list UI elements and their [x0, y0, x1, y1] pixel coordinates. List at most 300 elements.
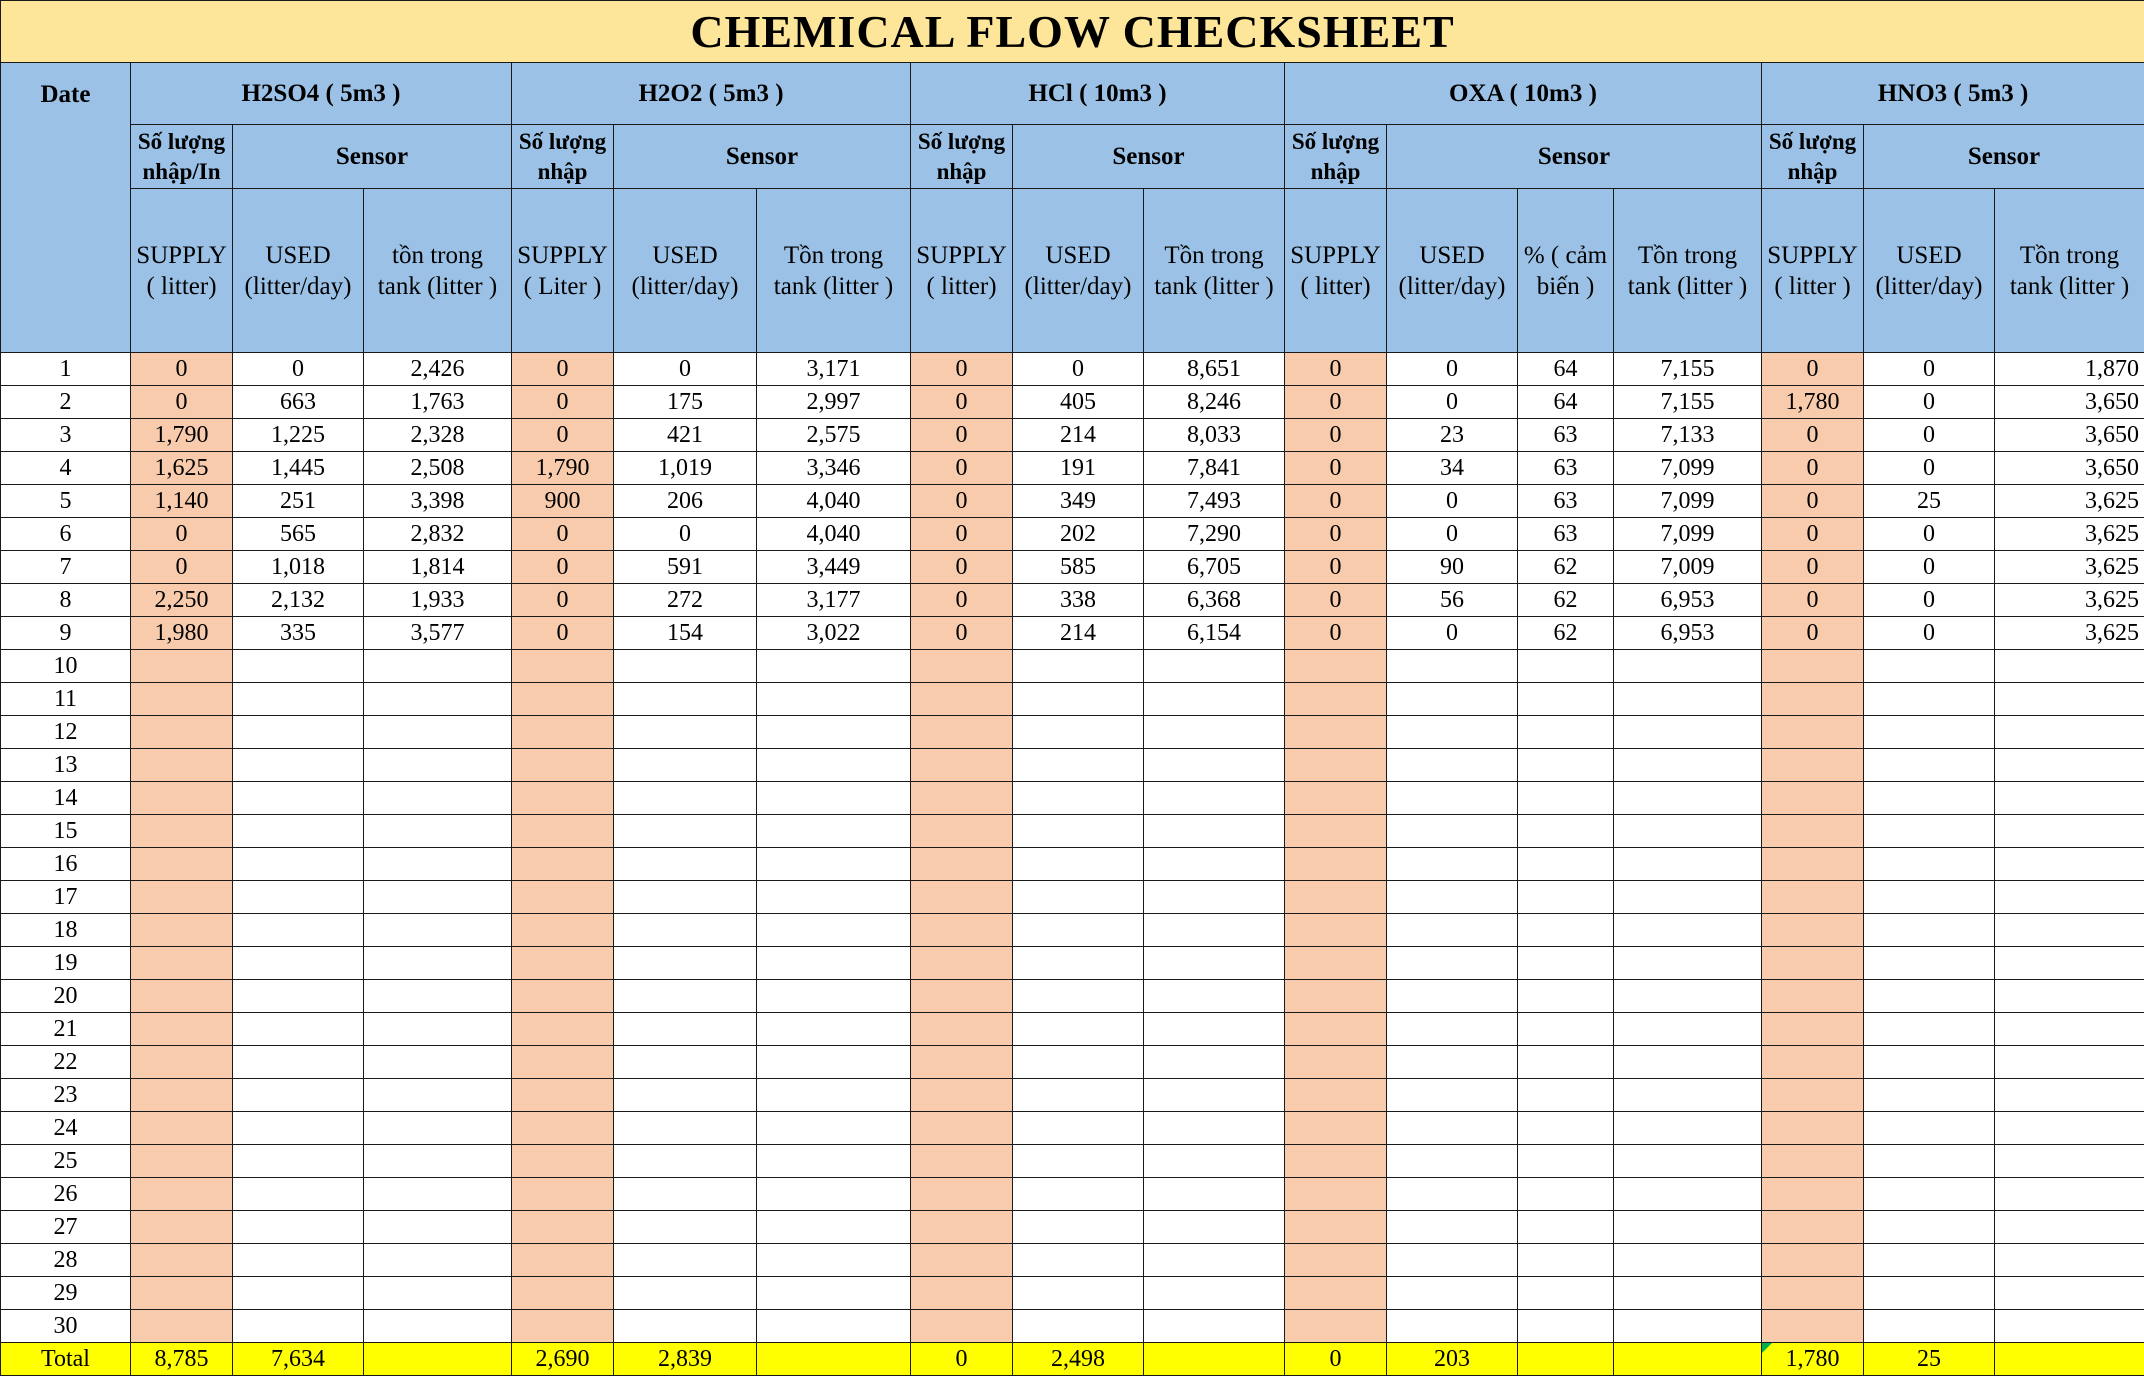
data-cell[interactable]: 0: [1387, 617, 1518, 650]
column-header[interactable]: USED (litter/day): [1864, 189, 1995, 353]
data-cell[interactable]: 4,040: [757, 518, 911, 551]
data-cell[interactable]: [233, 980, 364, 1013]
data-cell[interactable]: [1387, 914, 1518, 947]
data-cell[interactable]: 7,155: [1614, 353, 1762, 386]
data-cell[interactable]: [1614, 1013, 1762, 1046]
data-cell[interactable]: [1614, 1244, 1762, 1277]
supply-cell[interactable]: [1285, 815, 1387, 848]
data-cell[interactable]: [1995, 1013, 2144, 1046]
data-cell[interactable]: [1864, 1079, 1995, 1112]
data-cell[interactable]: [1995, 683, 2144, 716]
data-cell[interactable]: [1995, 881, 2144, 914]
supply-cell[interactable]: [1762, 1079, 1864, 1112]
data-cell[interactable]: [614, 716, 757, 749]
data-cell[interactable]: 421: [614, 419, 757, 452]
data-cell[interactable]: [757, 848, 911, 881]
supply-cell[interactable]: [512, 683, 614, 716]
date-cell[interactable]: 10: [1, 650, 131, 683]
data-cell[interactable]: [364, 815, 512, 848]
data-cell[interactable]: [1518, 914, 1614, 947]
supply-cell[interactable]: [512, 716, 614, 749]
supply-cell[interactable]: [1285, 749, 1387, 782]
data-cell[interactable]: [1518, 1079, 1614, 1112]
data-cell[interactable]: 2,132: [233, 584, 364, 617]
supply-cell[interactable]: [512, 815, 614, 848]
supply-cell[interactable]: 0: [1762, 551, 1864, 584]
column-header[interactable]: SUPPLY ( litter ): [1762, 189, 1864, 353]
date-cell[interactable]: 13: [1, 749, 131, 782]
supply-cell[interactable]: 0: [1285, 551, 1387, 584]
data-cell[interactable]: [1387, 980, 1518, 1013]
supply-cell[interactable]: [512, 1277, 614, 1310]
supply-cell[interactable]: 0: [911, 518, 1013, 551]
supply-cell[interactable]: 0: [131, 518, 233, 551]
data-cell[interactable]: [757, 683, 911, 716]
supply-cell[interactable]: [1762, 716, 1864, 749]
column-header[interactable]: Tồn trong tank (litter ): [1614, 189, 1762, 353]
supply-cell[interactable]: 0: [911, 1343, 1013, 1376]
column-header[interactable]: SUPPLY ( Liter ): [512, 189, 614, 353]
date-header[interactable]: Date: [1, 63, 131, 353]
data-cell[interactable]: 203: [1387, 1343, 1518, 1376]
supply-cell[interactable]: [1762, 881, 1864, 914]
date-cell[interactable]: 12: [1, 716, 131, 749]
supply-cell[interactable]: [131, 683, 233, 716]
data-cell[interactable]: [1995, 815, 2144, 848]
data-cell[interactable]: 7,290: [1144, 518, 1285, 551]
supply-cell[interactable]: [1285, 881, 1387, 914]
data-cell[interactable]: 8,651: [1144, 353, 1285, 386]
supply-cell[interactable]: [131, 815, 233, 848]
supply-cell[interactable]: [131, 782, 233, 815]
supply-cell[interactable]: [1762, 1277, 1864, 1310]
data-cell[interactable]: [233, 881, 364, 914]
data-cell[interactable]: [1518, 1343, 1614, 1376]
quantity-in-header[interactable]: [1762, 125, 1864, 189]
data-cell[interactable]: 1,933: [364, 584, 512, 617]
date-cell[interactable]: 9: [1, 617, 131, 650]
data-cell[interactable]: [757, 1013, 911, 1046]
data-cell[interactable]: [614, 815, 757, 848]
data-cell[interactable]: 25: [1864, 1343, 1995, 1376]
data-cell[interactable]: 405: [1013, 386, 1144, 419]
column-header[interactable]: SUPPLY ( litter): [1285, 189, 1387, 353]
supply-cell[interactable]: [1762, 1310, 1864, 1343]
data-cell[interactable]: [1614, 881, 1762, 914]
data-cell[interactable]: [757, 881, 911, 914]
supply-cell[interactable]: 0: [1762, 353, 1864, 386]
data-cell[interactable]: [1013, 650, 1144, 683]
data-cell[interactable]: 214: [1013, 419, 1144, 452]
data-cell[interactable]: 8,033: [1144, 419, 1285, 452]
data-cell[interactable]: [614, 1277, 757, 1310]
data-cell[interactable]: 7,009: [1614, 551, 1762, 584]
data-cell[interactable]: [1387, 1244, 1518, 1277]
data-cell[interactable]: 0: [1387, 386, 1518, 419]
date-cell[interactable]: 5: [1, 485, 131, 518]
data-cell[interactable]: 7,099: [1614, 485, 1762, 518]
data-cell[interactable]: [1387, 1112, 1518, 1145]
supply-cell[interactable]: 1,625: [131, 452, 233, 485]
supply-cell[interactable]: 0: [911, 386, 1013, 419]
data-cell[interactable]: [1013, 1112, 1144, 1145]
data-cell[interactable]: [1995, 1244, 2144, 1277]
supply-cell[interactable]: [911, 1244, 1013, 1277]
data-cell[interactable]: [1614, 1277, 1762, 1310]
supply-cell[interactable]: [1762, 914, 1864, 947]
supply-cell[interactable]: [911, 1310, 1013, 1343]
data-cell[interactable]: [1518, 1211, 1614, 1244]
supply-cell[interactable]: [1762, 1112, 1864, 1145]
data-cell[interactable]: [757, 1046, 911, 1079]
data-cell[interactable]: [1995, 848, 2144, 881]
data-cell[interactable]: [614, 1079, 757, 1112]
quantity-in-header[interactable]: [911, 125, 1013, 189]
date-cell[interactable]: 22: [1, 1046, 131, 1079]
data-cell[interactable]: 3,625: [1995, 584, 2144, 617]
data-cell[interactable]: [1518, 1244, 1614, 1277]
data-cell[interactable]: [1144, 980, 1285, 1013]
data-cell[interactable]: [1387, 1145, 1518, 1178]
data-cell[interactable]: [1387, 881, 1518, 914]
data-cell[interactable]: [233, 1145, 364, 1178]
supply-cell[interactable]: 0: [1285, 353, 1387, 386]
data-cell[interactable]: [1013, 980, 1144, 1013]
column-header[interactable]: Tồn trong tank (litter ): [757, 189, 911, 353]
supply-cell[interactable]: 0: [1285, 386, 1387, 419]
data-cell[interactable]: 62: [1518, 617, 1614, 650]
data-cell[interactable]: [1995, 1112, 2144, 1145]
data-cell[interactable]: 2,832: [364, 518, 512, 551]
data-cell[interactable]: 23: [1387, 419, 1518, 452]
supply-cell[interactable]: [512, 782, 614, 815]
data-cell[interactable]: 1,019: [614, 452, 757, 485]
data-cell[interactable]: [1518, 683, 1614, 716]
supply-cell[interactable]: [131, 650, 233, 683]
supply-cell[interactable]: [512, 848, 614, 881]
data-cell[interactable]: [364, 1211, 512, 1244]
data-cell[interactable]: 7,155: [1614, 386, 1762, 419]
data-cell[interactable]: [1614, 716, 1762, 749]
data-cell[interactable]: 3,625: [1995, 617, 2144, 650]
data-cell[interactable]: [1995, 1046, 2144, 1079]
data-cell[interactable]: 7,841: [1144, 452, 1285, 485]
data-cell[interactable]: [1518, 782, 1614, 815]
data-cell[interactable]: 585: [1013, 551, 1144, 584]
data-cell[interactable]: 0: [1864, 518, 1995, 551]
data-cell[interactable]: 2,575: [757, 419, 911, 452]
data-cell[interactable]: [1387, 1079, 1518, 1112]
data-cell[interactable]: [1144, 1310, 1285, 1343]
supply-cell[interactable]: [131, 716, 233, 749]
supply-cell[interactable]: [911, 683, 1013, 716]
data-cell[interactable]: 34: [1387, 452, 1518, 485]
data-cell[interactable]: [1013, 1079, 1144, 1112]
data-cell[interactable]: [1013, 914, 1144, 947]
data-cell[interactable]: [364, 1277, 512, 1310]
data-cell[interactable]: [1995, 1211, 2144, 1244]
data-cell[interactable]: 7,493: [1144, 485, 1285, 518]
supply-cell[interactable]: 0: [512, 584, 614, 617]
data-cell[interactable]: [614, 881, 757, 914]
supply-cell[interactable]: [1285, 1013, 1387, 1046]
data-cell[interactable]: [1387, 749, 1518, 782]
data-cell[interactable]: [1518, 815, 1614, 848]
data-cell[interactable]: 591: [614, 551, 757, 584]
supply-cell[interactable]: 0: [131, 551, 233, 584]
supply-cell[interactable]: 0: [512, 419, 614, 452]
supply-cell[interactable]: [1285, 683, 1387, 716]
data-cell[interactable]: [1013, 1310, 1144, 1343]
supply-cell[interactable]: [911, 1046, 1013, 1079]
data-cell[interactable]: [614, 650, 757, 683]
supply-cell[interactable]: 1,780: [1762, 386, 1864, 419]
data-cell[interactable]: [1864, 782, 1995, 815]
data-cell[interactable]: 3,022: [757, 617, 911, 650]
supply-cell[interactable]: [131, 881, 233, 914]
supply-cell[interactable]: 0: [911, 353, 1013, 386]
data-cell[interactable]: 6,368: [1144, 584, 1285, 617]
data-cell[interactable]: [1144, 881, 1285, 914]
supply-cell[interactable]: [1285, 1046, 1387, 1079]
data-cell[interactable]: [1387, 782, 1518, 815]
supply-cell[interactable]: [911, 650, 1013, 683]
data-cell[interactable]: [1614, 650, 1762, 683]
data-cell[interactable]: [757, 1244, 911, 1277]
data-cell[interactable]: [614, 848, 757, 881]
data-cell[interactable]: [1995, 1277, 2144, 1310]
data-cell[interactable]: [1013, 749, 1144, 782]
data-cell[interactable]: [364, 683, 512, 716]
data-cell[interactable]: [1614, 815, 1762, 848]
data-cell[interactable]: [233, 1112, 364, 1145]
data-cell[interactable]: 1,225: [233, 419, 364, 452]
data-cell[interactable]: 0: [1387, 485, 1518, 518]
data-cell[interactable]: [1013, 947, 1144, 980]
supply-cell[interactable]: 0: [1285, 419, 1387, 452]
data-cell[interactable]: 4,040: [757, 485, 911, 518]
date-cell[interactable]: 4: [1, 452, 131, 485]
data-cell[interactable]: [1864, 1013, 1995, 1046]
supply-cell[interactable]: 0: [1285, 452, 1387, 485]
total-label-cell[interactable]: Total: [1, 1343, 131, 1376]
data-cell[interactable]: 25: [1864, 485, 1995, 518]
column-header[interactable]: USED (litter/day): [1013, 189, 1144, 353]
data-cell[interactable]: [1518, 1145, 1614, 1178]
column-header[interactable]: % ( cảm biến ): [1518, 189, 1614, 353]
supply-cell[interactable]: [1762, 749, 1864, 782]
data-cell[interactable]: [1013, 1211, 1144, 1244]
data-cell[interactable]: [233, 716, 364, 749]
data-cell[interactable]: [1864, 914, 1995, 947]
supply-cell[interactable]: 0: [1762, 617, 1864, 650]
data-cell[interactable]: [614, 1112, 757, 1145]
supply-cell[interactable]: 0: [911, 452, 1013, 485]
data-cell[interactable]: 3,625: [1995, 518, 2144, 551]
chemical-group-header[interactable]: HCl ( 10m3 ): [911, 63, 1285, 125]
quantity-in-header[interactable]: [512, 125, 614, 189]
supply-cell[interactable]: [512, 1013, 614, 1046]
supply-cell[interactable]: [131, 1046, 233, 1079]
data-cell[interactable]: 2,839: [614, 1343, 757, 1376]
data-cell[interactable]: [1864, 716, 1995, 749]
data-cell[interactable]: 272: [614, 584, 757, 617]
data-cell[interactable]: [1614, 1343, 1762, 1376]
data-cell[interactable]: 64: [1518, 386, 1614, 419]
supply-cell[interactable]: [131, 848, 233, 881]
supply-cell[interactable]: 0: [911, 617, 1013, 650]
data-cell[interactable]: [1614, 1178, 1762, 1211]
supply-cell[interactable]: [131, 1013, 233, 1046]
data-cell[interactable]: 2,498: [1013, 1343, 1144, 1376]
data-cell[interactable]: [614, 1244, 757, 1277]
supply-cell[interactable]: [131, 914, 233, 947]
supply-cell[interactable]: 0: [1762, 584, 1864, 617]
date-cell[interactable]: 15: [1, 815, 131, 848]
data-cell[interactable]: 7,099: [1614, 452, 1762, 485]
supply-cell[interactable]: [512, 749, 614, 782]
data-cell[interactable]: [1387, 1310, 1518, 1343]
data-cell[interactable]: [1518, 947, 1614, 980]
data-cell[interactable]: 2,426: [364, 353, 512, 386]
data-cell[interactable]: 6,154: [1144, 617, 1285, 650]
data-cell[interactable]: [1614, 1112, 1762, 1145]
data-cell[interactable]: [1995, 1079, 2144, 1112]
data-cell[interactable]: [1864, 683, 1995, 716]
supply-cell[interactable]: [131, 1211, 233, 1244]
data-cell[interactable]: 202: [1013, 518, 1144, 551]
data-cell[interactable]: [364, 1244, 512, 1277]
supply-cell[interactable]: [1285, 1079, 1387, 1112]
data-cell[interactable]: [364, 1343, 512, 1376]
data-cell[interactable]: 3,650: [1995, 386, 2144, 419]
date-cell[interactable]: 11: [1, 683, 131, 716]
data-cell[interactable]: 214: [1013, 617, 1144, 650]
data-cell[interactable]: [1995, 650, 2144, 683]
data-cell[interactable]: [1864, 947, 1995, 980]
date-cell[interactable]: 14: [1, 782, 131, 815]
data-cell[interactable]: 3,449: [757, 551, 911, 584]
date-cell[interactable]: 6: [1, 518, 131, 551]
data-cell[interactable]: [1387, 947, 1518, 980]
data-cell[interactable]: [1614, 1310, 1762, 1343]
supply-cell[interactable]: [911, 1178, 1013, 1211]
data-cell[interactable]: 0: [233, 353, 364, 386]
data-cell[interactable]: [1864, 881, 1995, 914]
data-cell[interactable]: 0: [1864, 353, 1995, 386]
data-cell[interactable]: 2,508: [364, 452, 512, 485]
data-cell[interactable]: [233, 1211, 364, 1244]
supply-cell[interactable]: 0: [911, 584, 1013, 617]
data-cell[interactable]: [1144, 782, 1285, 815]
data-cell[interactable]: [1387, 815, 1518, 848]
date-cell[interactable]: 21: [1, 1013, 131, 1046]
supply-cell[interactable]: [1285, 1145, 1387, 1178]
supply-cell[interactable]: [1285, 1244, 1387, 1277]
data-cell[interactable]: [1013, 1277, 1144, 1310]
data-cell[interactable]: 7,099: [1614, 518, 1762, 551]
data-cell[interactable]: [1518, 749, 1614, 782]
supply-cell[interactable]: [1762, 1013, 1864, 1046]
data-cell[interactable]: [233, 947, 364, 980]
supply-cell[interactable]: [131, 1277, 233, 1310]
supply-cell[interactable]: [1285, 1112, 1387, 1145]
data-cell[interactable]: [1387, 1178, 1518, 1211]
data-cell[interactable]: 3,171: [757, 353, 911, 386]
data-cell[interactable]: [1013, 848, 1144, 881]
data-cell[interactable]: 63: [1518, 419, 1614, 452]
data-cell[interactable]: [1144, 683, 1285, 716]
supply-cell[interactable]: [911, 749, 1013, 782]
date-cell[interactable]: 20: [1, 980, 131, 1013]
supply-cell[interactable]: [1762, 650, 1864, 683]
data-cell[interactable]: [1614, 1145, 1762, 1178]
data-cell[interactable]: 0: [1013, 353, 1144, 386]
supply-cell[interactable]: [911, 914, 1013, 947]
data-cell[interactable]: [1864, 1046, 1995, 1079]
data-cell[interactable]: [364, 848, 512, 881]
supply-cell[interactable]: 0: [1285, 518, 1387, 551]
supply-cell[interactable]: [131, 1244, 233, 1277]
supply-cell[interactable]: [1762, 1211, 1864, 1244]
data-cell[interactable]: [1518, 1046, 1614, 1079]
data-cell[interactable]: [614, 980, 757, 1013]
data-cell[interactable]: [233, 1079, 364, 1112]
supply-cell[interactable]: [1762, 980, 1864, 1013]
data-cell[interactable]: 251: [233, 485, 364, 518]
supply-cell[interactable]: [1762, 782, 1864, 815]
supply-cell[interactable]: [131, 1178, 233, 1211]
date-cell[interactable]: 1: [1, 353, 131, 386]
supply-cell[interactable]: [911, 1145, 1013, 1178]
data-cell[interactable]: [1614, 1211, 1762, 1244]
data-cell[interactable]: [614, 1178, 757, 1211]
supply-cell[interactable]: [911, 947, 1013, 980]
data-cell[interactable]: 62: [1518, 551, 1614, 584]
data-cell[interactable]: [1387, 683, 1518, 716]
data-cell[interactable]: [614, 1013, 757, 1046]
date-cell[interactable]: 26: [1, 1178, 131, 1211]
supply-cell[interactable]: 0: [1762, 485, 1864, 518]
data-cell[interactable]: 0: [1864, 386, 1995, 419]
supply-cell[interactable]: 1,790: [512, 452, 614, 485]
data-cell[interactable]: [364, 1046, 512, 1079]
date-cell[interactable]: 25: [1, 1145, 131, 1178]
supply-cell[interactable]: 2,690: [512, 1343, 614, 1376]
data-cell[interactable]: [1013, 1145, 1144, 1178]
data-cell[interactable]: 0: [614, 518, 757, 551]
data-cell[interactable]: [1387, 1013, 1518, 1046]
supply-cell[interactable]: [512, 914, 614, 947]
data-cell[interactable]: 6,953: [1614, 617, 1762, 650]
column-header[interactable]: Tồn trong tank (litter ): [1144, 189, 1285, 353]
data-cell[interactable]: [233, 749, 364, 782]
data-cell[interactable]: [757, 1277, 911, 1310]
data-cell[interactable]: [1864, 848, 1995, 881]
data-cell[interactable]: [1864, 1277, 1995, 1310]
data-cell[interactable]: [1144, 1178, 1285, 1211]
supply-cell[interactable]: [512, 1310, 614, 1343]
data-cell[interactable]: [233, 782, 364, 815]
data-cell[interactable]: 7,634: [233, 1343, 364, 1376]
data-cell[interactable]: [1013, 881, 1144, 914]
supply-cell[interactable]: [1285, 1310, 1387, 1343]
data-cell[interactable]: [1144, 1112, 1285, 1145]
data-cell[interactable]: [1518, 980, 1614, 1013]
data-cell[interactable]: [1518, 1310, 1614, 1343]
chemical-group-header[interactable]: H2O2 ( 5m3 ): [512, 63, 911, 125]
quantity-in-header[interactable]: [131, 125, 233, 189]
